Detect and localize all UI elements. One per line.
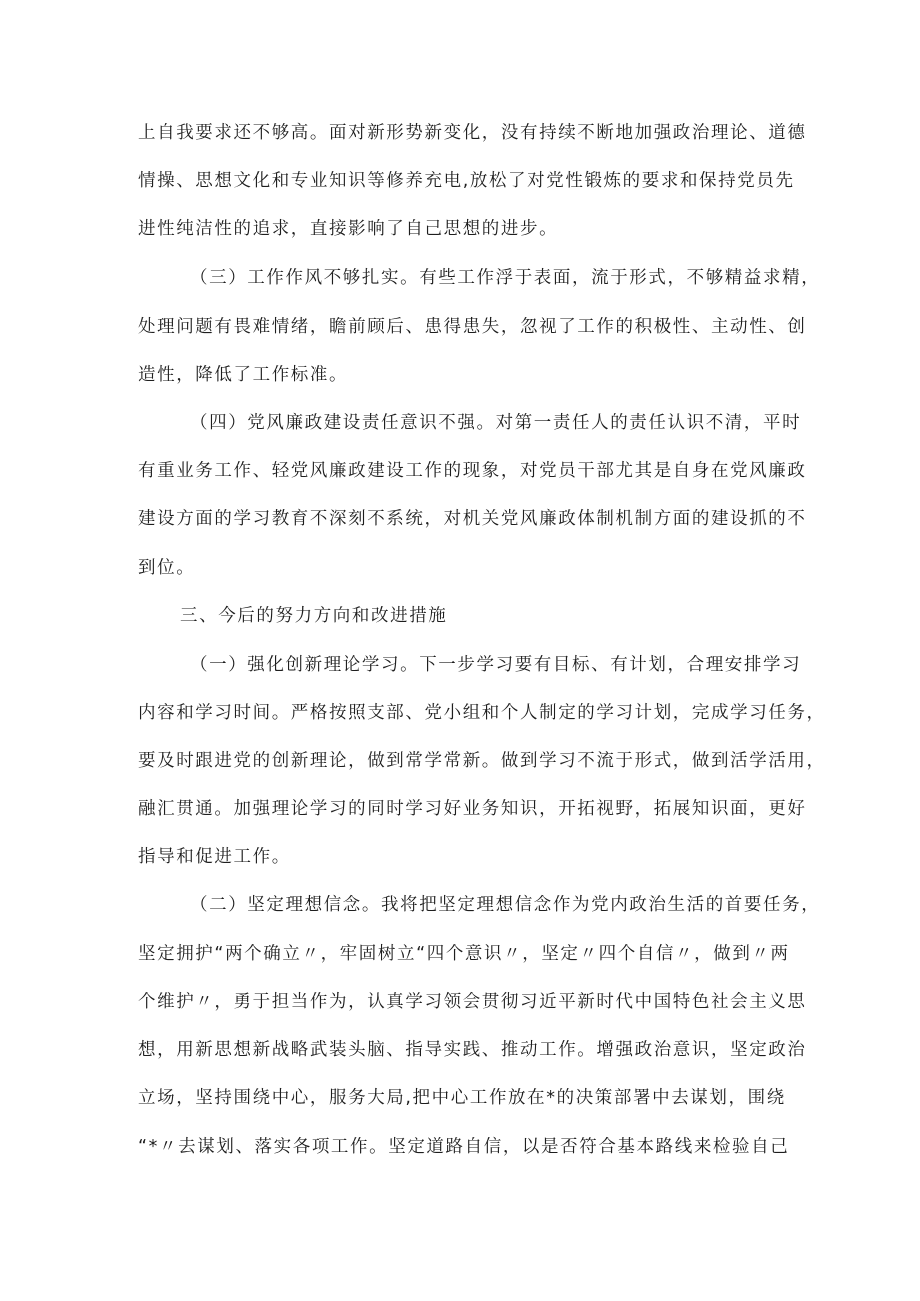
paragraph-line: 情操、思想文化和专业知识等修养充电,放松了对党性锻炼的要求和保持党员先 xyxy=(138,171,795,191)
paragraph-line: （四）党风廉政建设责任意识不强。对第一责任人的责任认识不清，平时 xyxy=(190,413,802,433)
paragraph-line: 有重业务工作、轻党风廉政建设工作的现象，对党员干部尤其是自身在党风廉政 xyxy=(138,461,807,481)
section-heading: 三、今后的努力方向和改进措施 xyxy=(180,606,448,626)
paragraph-line: 建设方面的学习教育不深刻不系统，对机关党风廉政体制机制方面的建设抓的不 xyxy=(138,509,807,529)
paragraph-line: 上自我要求还不够高。面对新形势新变化，没有持续不断地加强政治理论、道德 xyxy=(138,123,807,143)
paragraph-line: 内容和学习时间。严格按照支部、党小组和个人制定的学习计划，完成学习任务， xyxy=(138,703,826,723)
paragraph-line: 要及时跟进党的创新理论，做到常学常新。做到学习不流于形式，做到活学活用， xyxy=(138,751,826,771)
paragraph-line: 立场，坚持围绕中心，服务大局,把中心工作放在*的决策部署中去谋划，围绕 xyxy=(138,1088,786,1108)
paragraph-line: 个维护〃，勇于担当作为，认真学习领会贯彻习近平新时代中国特色社会主义思 xyxy=(138,992,807,1012)
paragraph-line: 融汇贯通。加强理论学习的同时学习好业务知识，开拓视野，拓展知识面，更好 xyxy=(138,799,807,819)
paragraph-line: 到位。 xyxy=(138,558,196,578)
paragraph-line: 进性纯洁性的追求，直接影响了自己思想的进步。 xyxy=(138,219,559,239)
paragraph-line: （二）坚定理想信念。我将把坚定理想信念作为党内政治生活的首要任务， xyxy=(190,895,821,915)
paragraph-line: 指导和促进工作。 xyxy=(138,847,291,867)
paragraph-line: 造性，降低了工作标准。 xyxy=(138,365,349,385)
paragraph-line: 处理问题有畏难情绪，瞻前顾后、患得患失，忽视了工作的积极性、主动性、创 xyxy=(138,317,807,337)
paragraph-line: （三）工作作风不够扎实。有些工作浮于表面，流于形式，不够精益求精， xyxy=(190,268,821,288)
paragraph-line: （一）强化创新理论学习。下一步学习要有目标、有计划，合理安排学习 xyxy=(190,655,802,675)
paragraph-line: 坚定拥护“两个确立〃，牢固树立“四个意识〃，坚定〃四个自信〃，做到〃两 xyxy=(138,944,790,964)
paragraph-line: “*〃去谋划、落实各项工作。坚定道路自信，以是否符合基本路线来检验自己 xyxy=(138,1137,790,1157)
paragraph-line: 想，用新思想新战略武装头脑、指导实践、推动工作。增强政治意识，坚定政治 xyxy=(138,1040,807,1060)
